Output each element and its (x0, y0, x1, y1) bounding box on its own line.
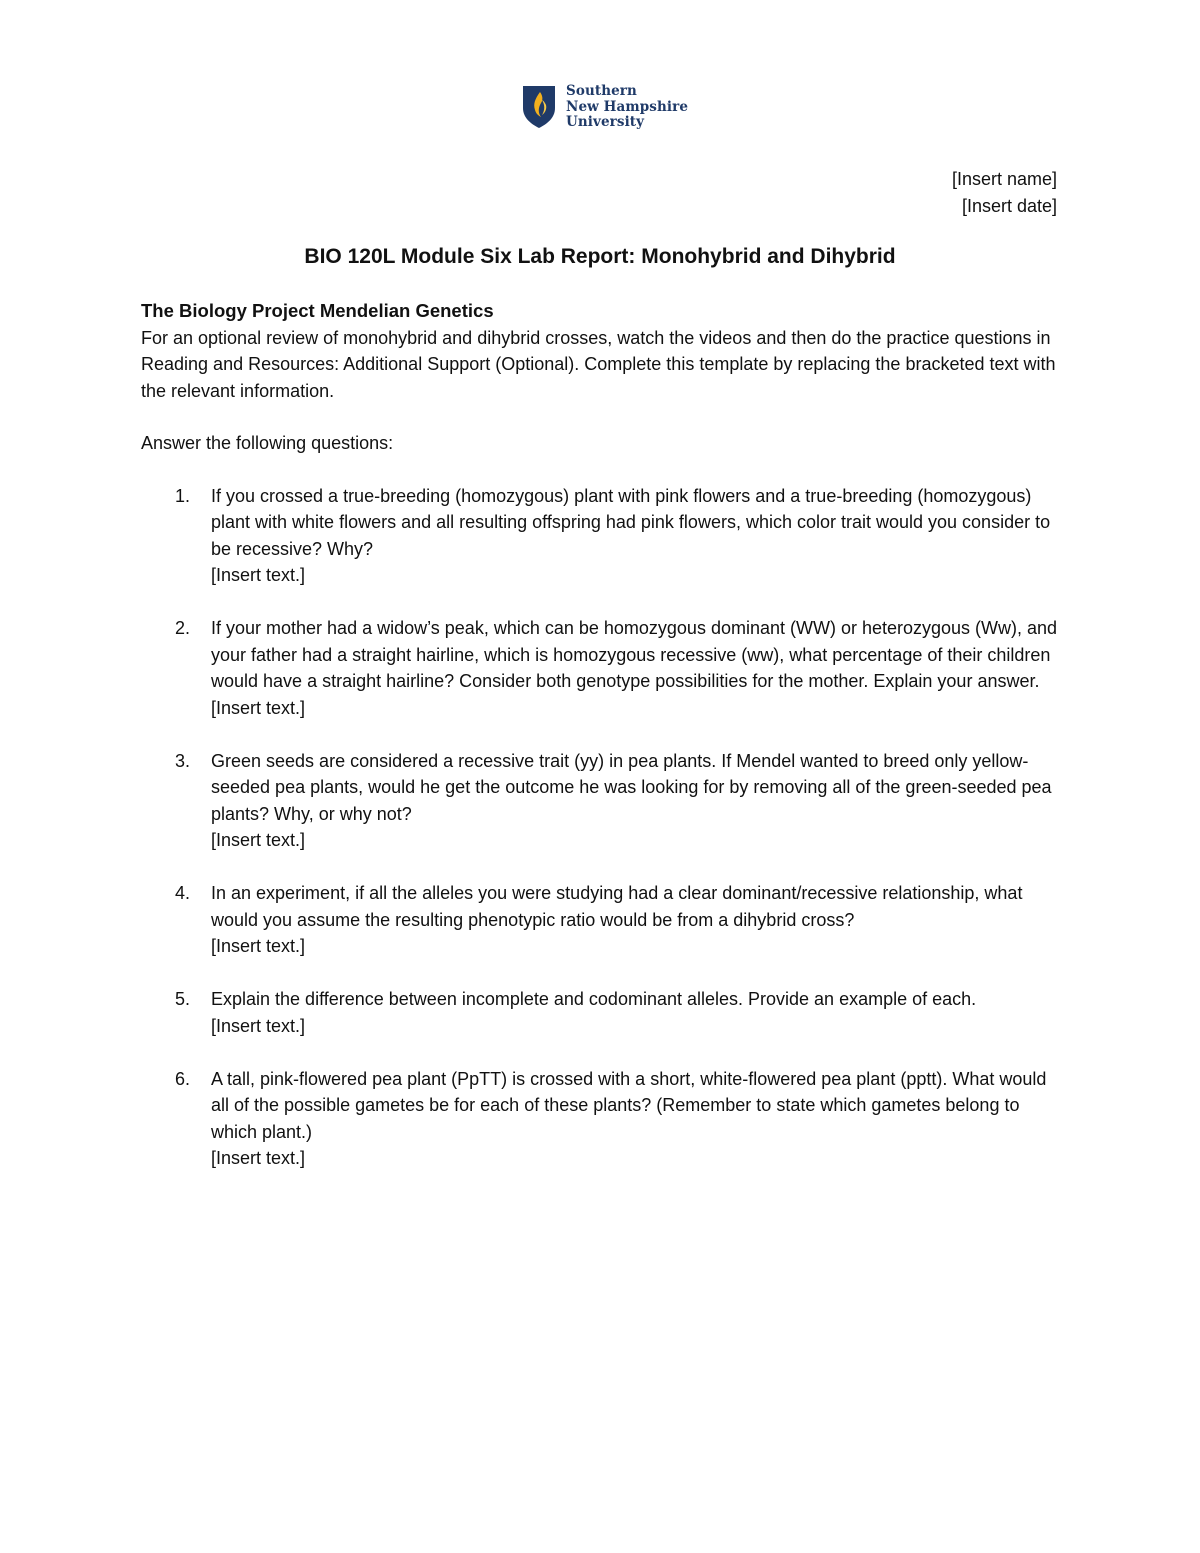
question-number: 4. (175, 883, 191, 903)
insert-date-field[interactable]: [Insert date] (961, 196, 1057, 216)
intro-paragraph: For an optional review of monohybrid and dihybrid crosses, watch the videos and then do the practice questions in Reading and Resources: Additional Support (Optional). Complete this template by replacing the bracketed text with the relevant information. (141, 327, 1056, 401)
question-number: 2. (175, 618, 191, 638)
university-wordmark (566, 84, 688, 131)
section-heading: The Biology Project Mendelian Genetics (141, 300, 494, 321)
question-item (141, 986, 1061, 1039)
question-text: If your mother had a widow’s peak, which can be homozygous dominant (WW) or heterozygous (Ww), and your father had a straight hairline, which is homozygous recessive (ww), what percentage of their children would have a straight hairline? Consider both genotype possibilities for the mother. Explain your answer. (211, 618, 1058, 691)
answer-field[interactable]: [Insert text.] (211, 830, 306, 850)
logo-line-3: University (566, 114, 645, 130)
answer-field[interactable]: [Insert text.] (211, 1148, 306, 1168)
question-text: A tall, pink-flowered pea plant (PpTT) is crossed with a short, white-flowered pea plant (pptt). What would all of the possible gametes be for each of these plants? (Remember to state which gametes belong to which plant.) (211, 1068, 1047, 1142)
question-text: Explain the difference between incomplete and codominant alleles. Provide an example of each. (211, 989, 977, 1009)
document-body (141, 298, 1061, 1198)
question-text: In an experiment, if all the alleles you were studying had a clear dominant/recessive relationship, what would you assume the resulting phenotypic ratio would be from a dihybrid cross? (211, 883, 1023, 930)
question-item (141, 880, 1061, 960)
question-list (141, 483, 1061, 1172)
question-item (141, 615, 1061, 721)
answer-field[interactable]: [Insert text.] (211, 1015, 306, 1036)
insert-name-field[interactable]: [Insert name] (951, 169, 1057, 189)
question-number: 3. (175, 750, 191, 771)
question-item (141, 748, 1061, 854)
question-number: 1. (175, 485, 191, 506)
answer-field[interactable]: [Insert text.] (211, 936, 306, 956)
answer-field[interactable]: [Insert text.] (211, 697, 306, 718)
university-logo (521, 84, 688, 131)
question-item (141, 483, 1061, 589)
logo-line-1: Southern (566, 83, 637, 99)
page-title: BIO 120L Module Six Lab Report: Monohybrid and Dihybrid (304, 245, 896, 268)
shield-flame-icon (521, 84, 557, 130)
question-text: Green seeds are considered a recessive trait (yy) in pea plants. If Mendel wanted to breed only yellow-seeded pea plants, would he get the outcome he was looking for by removing all of the green-seeded pea plants? Why, or why not? (211, 750, 1052, 824)
question-number: 6. (175, 1068, 191, 1089)
header-meta (952, 166, 1057, 220)
question-item (141, 1066, 1061, 1172)
logo-line-2: New Hampshire (566, 98, 689, 115)
question-text: If you crossed a true-breeding (homozygous) plant with pink flowers and a true-breeding (homozygous) plant with white flowers and all resulting offspring had pink flowers, which color trait would you consider to be recessive? Why? (211, 485, 1051, 559)
question-number: 5. (175, 989, 191, 1009)
answer-field[interactable]: [Insert text.] (211, 565, 306, 585)
questions-prompt: Answer the following questions: (141, 433, 394, 453)
